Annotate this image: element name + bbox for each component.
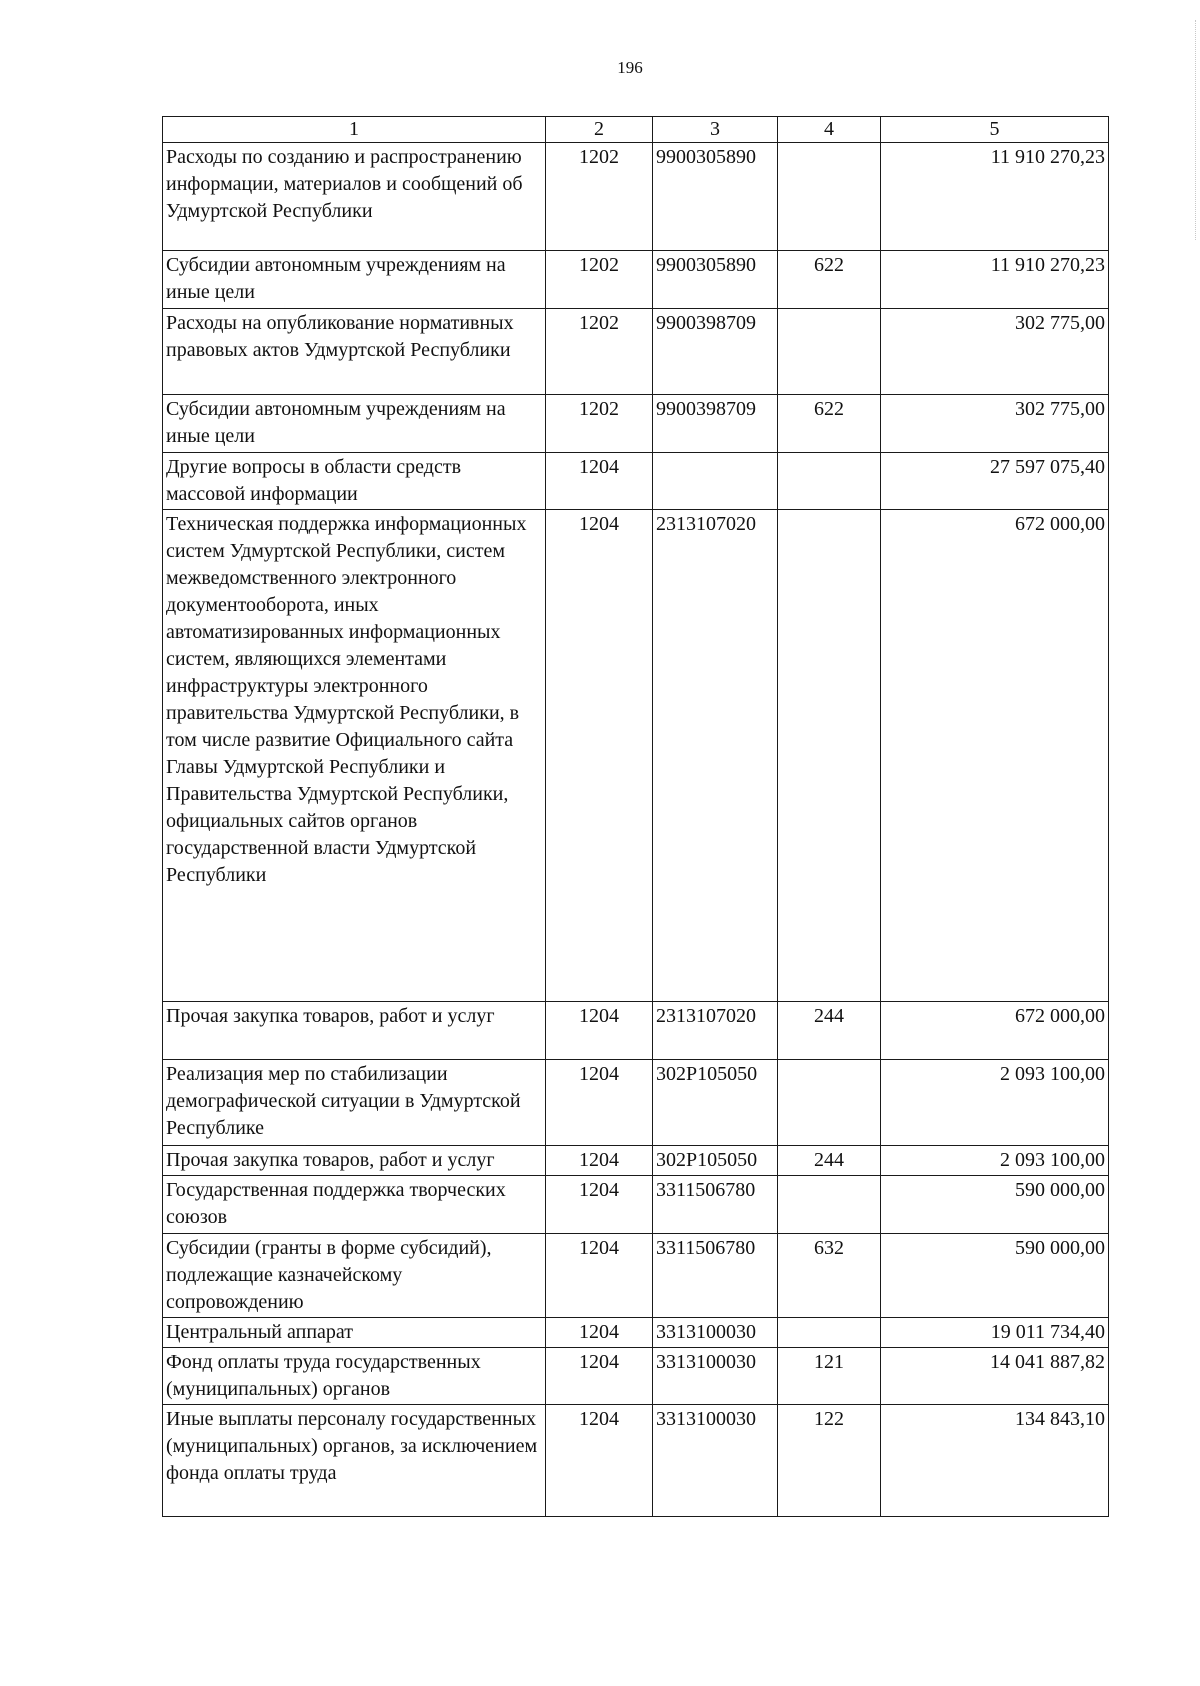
target-code: 3311506780 bbox=[653, 1234, 778, 1318]
amount: 11 910 270,23 bbox=[881, 143, 1109, 251]
target-code: 9900305890 bbox=[653, 143, 778, 251]
section-code: 1202 bbox=[546, 309, 653, 395]
amount: 11 910 270,23 bbox=[881, 251, 1109, 309]
table-row bbox=[163, 1234, 1109, 1318]
column-header: 4 bbox=[778, 117, 881, 143]
expense-name: Прочая закупка товаров, работ и услуг bbox=[163, 1146, 546, 1176]
section-code: 1204 bbox=[546, 1146, 653, 1176]
target-code: 9900398709 bbox=[653, 309, 778, 395]
target-code: 2313107020 bbox=[653, 510, 778, 1002]
budget-table bbox=[162, 116, 1109, 1517]
expense-name: Реализация мер по стабилизации демографической ситуации в Удмуртской Республике bbox=[163, 1060, 546, 1146]
expense-type-code: 622 bbox=[778, 251, 881, 309]
section-code: 1202 bbox=[546, 395, 653, 453]
target-code: 3313100030 bbox=[653, 1318, 778, 1348]
expense-name: Иные выплаты персоналу государственных (муниципальных) органов, за исключением фонда оплаты труда bbox=[163, 1405, 546, 1517]
amount: 590 000,00 bbox=[881, 1176, 1109, 1234]
expense-name: Государственная поддержка творческих союзов bbox=[163, 1176, 546, 1234]
amount: 2 093 100,00 bbox=[881, 1060, 1109, 1146]
expense-name: Расходы по созданию и распространению информации, материалов и сообщений об Удмуртской Республики bbox=[163, 143, 546, 251]
expense-type-code bbox=[778, 1176, 881, 1234]
expense-name: Другие вопросы в области средств массовой информации bbox=[163, 453, 546, 510]
target-code: 3311506780 bbox=[653, 1176, 778, 1234]
amount: 672 000,00 bbox=[881, 1002, 1109, 1060]
section-code: 1204 bbox=[546, 1318, 653, 1348]
section-code: 1204 bbox=[546, 510, 653, 1002]
table-row bbox=[163, 1405, 1109, 1517]
expense-name: Расходы на опубликование нормативных правовых актов Удмуртской Республики bbox=[163, 309, 546, 395]
section-code: 1204 bbox=[546, 1060, 653, 1146]
table-row bbox=[163, 1002, 1109, 1060]
section-code: 1204 bbox=[546, 1234, 653, 1318]
table-row bbox=[163, 1146, 1109, 1176]
expense-name: Субсидии автономным учреждениям на иные цели bbox=[163, 251, 546, 309]
amount: 672 000,00 bbox=[881, 510, 1109, 1002]
expense-type-code bbox=[778, 1060, 881, 1146]
table-row bbox=[163, 1176, 1109, 1234]
target-code: 9900398709 bbox=[653, 395, 778, 453]
expense-name: Центральный аппарат bbox=[163, 1318, 546, 1348]
expense-type-code bbox=[778, 143, 881, 251]
expense-type-code: 244 bbox=[778, 1146, 881, 1176]
page-number: 196 bbox=[617, 58, 643, 77]
expense-type-code: 244 bbox=[778, 1002, 881, 1060]
column-header: 2 bbox=[546, 117, 653, 143]
expense-type-code bbox=[778, 510, 881, 1002]
column-header: 3 bbox=[653, 117, 778, 143]
expense-name: Субсидии автономным учреждениям на иные цели bbox=[163, 395, 546, 453]
expense-type-code bbox=[778, 453, 881, 510]
column-header: 1 bbox=[163, 117, 546, 143]
target-code: 302Р105050 bbox=[653, 1146, 778, 1176]
table-header-row bbox=[163, 117, 1109, 143]
amount: 590 000,00 bbox=[881, 1234, 1109, 1318]
target-code: 302Р105050 bbox=[653, 1060, 778, 1146]
expense-type-code: 121 bbox=[778, 1348, 881, 1405]
section-code: 1204 bbox=[546, 1002, 653, 1060]
expense-type-code: 122 bbox=[778, 1405, 881, 1517]
amount: 14 041 887,82 bbox=[881, 1348, 1109, 1405]
table-row bbox=[163, 1348, 1109, 1405]
target-code: 2313107020 bbox=[653, 1002, 778, 1060]
table-row bbox=[163, 251, 1109, 309]
expense-name: Субсидии (гранты в форме субсидий), подлежащие казначейскому сопровождению bbox=[163, 1234, 546, 1318]
table-row bbox=[163, 510, 1109, 1002]
scan-margin-marks bbox=[1189, 20, 1196, 240]
amount: 302 775,00 bbox=[881, 309, 1109, 395]
table-row bbox=[163, 453, 1109, 510]
section-code: 1202 bbox=[546, 251, 653, 309]
expense-type-code bbox=[778, 309, 881, 395]
table-row bbox=[163, 309, 1109, 395]
expense-name: Техническая поддержка информационных систем Удмуртской Республики, систем межведомственного электронного документооборота, иных автоматизированных информационных систем, являющихся элементами инфраструктуры электронного правительства Удмуртской Республики, в том числе развитие Официального сайта Главы Удмуртской Республики и Правительства Удмуртской Республики, официальных сайтов органов государственной власти Удмуртской Республики bbox=[163, 510, 546, 1002]
table-row bbox=[163, 1318, 1109, 1348]
section-code: 1202 bbox=[546, 143, 653, 251]
table-row bbox=[163, 395, 1109, 453]
amount: 302 775,00 bbox=[881, 395, 1109, 453]
amount: 2 093 100,00 bbox=[881, 1146, 1109, 1176]
section-code: 1204 bbox=[546, 453, 653, 510]
table-row bbox=[163, 1060, 1109, 1146]
section-code: 1204 bbox=[546, 1176, 653, 1234]
table-row bbox=[163, 143, 1109, 251]
expense-type-code: 632 bbox=[778, 1234, 881, 1318]
amount: 134 843,10 bbox=[881, 1405, 1109, 1517]
column-header: 5 bbox=[881, 117, 1109, 143]
section-code: 1204 bbox=[546, 1405, 653, 1517]
section-code: 1204 bbox=[546, 1348, 653, 1405]
target-code: 3313100030 bbox=[653, 1405, 778, 1517]
target-code: 9900305890 bbox=[653, 251, 778, 309]
amount: 27 597 075,40 bbox=[881, 453, 1109, 510]
expense-type-code bbox=[778, 1318, 881, 1348]
target-code bbox=[653, 453, 778, 510]
expense-type-code: 622 bbox=[778, 395, 881, 453]
amount: 19 011 734,40 bbox=[881, 1318, 1109, 1348]
target-code: 3313100030 bbox=[653, 1348, 778, 1405]
expense-name: Прочая закупка товаров, работ и услуг bbox=[163, 1002, 546, 1060]
expense-name: Фонд оплаты труда государственных (муниципальных) органов bbox=[163, 1348, 546, 1405]
